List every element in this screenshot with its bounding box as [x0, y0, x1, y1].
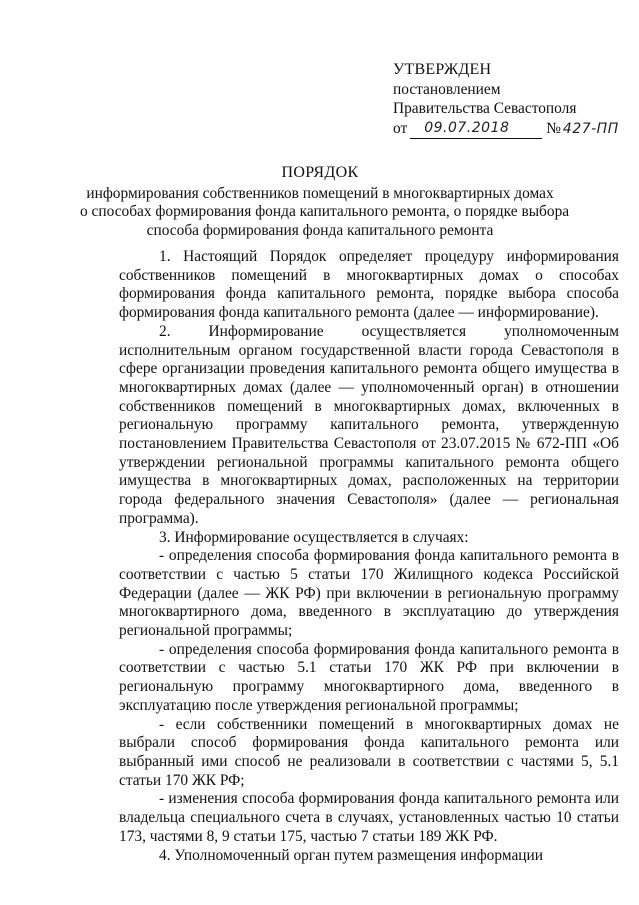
- approval-title: УТВЕРЖДЕН: [393, 61, 492, 78]
- document-subtitle-line-1: информирования собственников помещений в многоквартирных домах: [86, 184, 554, 202]
- number-prefix: №: [546, 119, 561, 137]
- handwritten-date: 09.07.2018: [424, 120, 510, 136]
- approval-line-government: Правительства Севастополя: [393, 100, 577, 117]
- paragraph-1: 1. Настоящий Порядок определяет процедуру информирования собственников помещений в многоквартирных домах о способах формирования фонда капитального ремонта, порядке выбора способа формирования фонда капитального ремонта (далее — информирование).: [119, 248, 619, 322]
- paragraph-3: 3. Информирование осуществляется в случаях:: [159, 528, 469, 546]
- paragraph-3-item-3: - если собственники помещений в многоквартирных домах не выбрали способ формирования фонда капитального ремонта или выбранный ими способ не реализовали в соответствии с частями 5, 5.1 статьи 170 ЖК РФ;: [119, 715, 619, 789]
- document-title: ПОРЯДОК: [281, 164, 359, 181]
- document-heading: [80, 164, 570, 240]
- paragraph-4: 4. Уполномоченный орган путем размещения информации: [159, 846, 543, 864]
- paragraph-3-item-2: - определения способа формирования фонда капитального ремонта в соответствии с частью 5.1 статьи 170 ЖК РФ при включении в региональную программу многоквартирного дома, введенного в эксплуатацию после утверждения региональной программы;: [119, 640, 619, 714]
- approval-line-resolution: постановлением: [393, 80, 501, 98]
- date-prefix: от: [393, 119, 408, 137]
- paragraph-3-item-4: - изменения способа формирования фонда капитального ремонта или владельца специального счета в случаях, установленных частью 10 статьи 173, частями 8, 9 статьи 175, частью 7 статьи 189 ЖК РФ.: [119, 790, 619, 845]
- handwritten-number: 427-ПП: [562, 120, 619, 137]
- document-subtitle-line-2: о способах формирования фонда капитального ремонта, о порядке выбора: [80, 203, 570, 220]
- paragraph-3-item-1: - определения способа формирования фонда капитального ремонта в соответствии с частью 5 статьи 170 Жилищного кодекса Российской Федерации (далее — ЖК РФ) при включении в региональную программу многоквартирного дома, введенного в эксплуатацию до утверждения региональной программы;: [119, 547, 619, 640]
- number-field: [546, 119, 619, 140]
- approval-date-number-row: [393, 119, 633, 141]
- paragraph-2: 2. Информирование осуществляется уполномоченным исполнительным органом государственной власти города Севастополя в сфере организации проведения капитального ремонта общего имущества в многоквартирных домах (далее — уполномоченный орган) в отношении собственников помещений в многоквартирных домах, включенных в региональную программу капитального ремонта, утвержденную постановлением Правительства Севастополя от 23.07.2015 № 672-ПП «Об утверждении региональной программы капитального ремонта общего имущества в многоквартирных домах, расположенных на территории города федерального значения Севастополя» (далее — региональная программа).: [119, 322, 619, 527]
- approval-stamp-block: [393, 60, 633, 141]
- date-field: [410, 121, 542, 139]
- document-body: [119, 248, 619, 865]
- document-subtitle-line-3: способа формирования фонда капитального ремонта: [146, 221, 494, 239]
